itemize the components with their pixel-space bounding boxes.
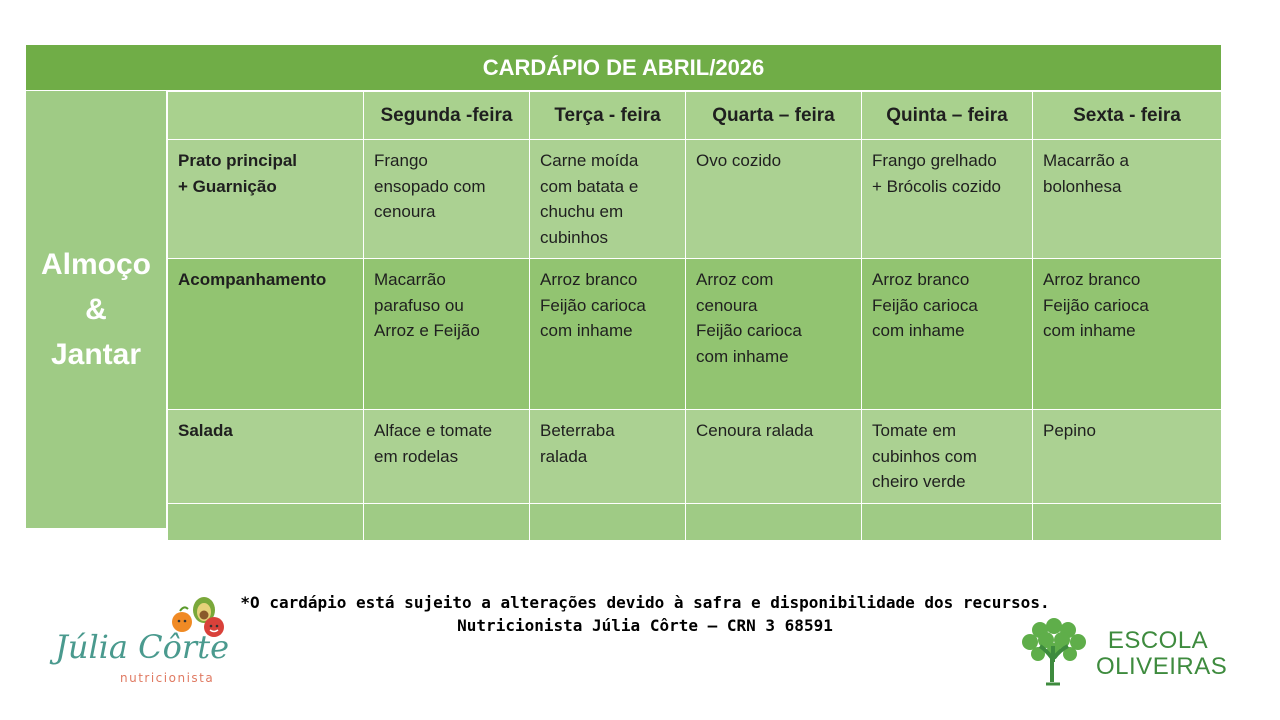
empty-cell	[686, 503, 862, 540]
empty-cell	[1033, 503, 1222, 540]
day-header: Sexta - feira	[1033, 92, 1222, 140]
school-name: ESCOLA OLIVEIRAS	[1096, 627, 1228, 680]
empty-cell	[168, 503, 364, 540]
day-header: Quinta – feira	[862, 92, 1033, 140]
day-header: Quarta – feira	[686, 92, 862, 140]
empty-cell	[530, 503, 686, 540]
menu-grid	[167, 91, 1222, 541]
nutritionist-logo	[50, 592, 240, 692]
signature-text: Nutricionista Júlia Côrte – CRN 3 68591	[457, 616, 833, 635]
day-header: Terça - feira	[530, 92, 686, 140]
nutritionist-role: nutricionista	[120, 671, 215, 685]
school-logo	[1016, 612, 1226, 692]
menu-cell: Arroz branco Feijão carioca com inhame	[1033, 259, 1222, 410]
menu-cell: Carne moída com batata e chuchu em cubinhos	[530, 140, 686, 259]
menu-cell: Alface e tomate em rodelas	[364, 410, 530, 504]
table-row	[168, 259, 1222, 410]
empty-cell	[364, 503, 530, 540]
meal-label-line: Jantar	[50, 338, 142, 371]
menu-cell: Ovo cozido	[686, 140, 862, 259]
menu-cell: Macarrão a bolonhesa	[1033, 140, 1222, 259]
corner-cell	[168, 92, 364, 140]
table-row	[168, 140, 1222, 259]
menu-cell: Beterraba ralada	[530, 410, 686, 504]
table-row	[168, 410, 1222, 504]
category-cell: Acompanhamento	[168, 259, 364, 410]
nutritionist-name: Júlia Côrte	[55, 628, 229, 666]
menu-cell: Tomate em cubinhos com cheiro verde	[862, 410, 1033, 504]
meal-label-line: Almoço	[40, 248, 151, 281]
footer-note	[230, 591, 1060, 637]
olive-tree-icon	[1016, 612, 1092, 688]
menu-cell: Frango grelhado + Brócolis cozido	[862, 140, 1033, 259]
category-cell: Prato principal + Guarnição	[168, 140, 364, 259]
meal-label	[26, 91, 167, 528]
disclaimer-text: *O cardápio está sujeito a alterações devido à safra e disponibilidade dos recursos.	[240, 593, 1050, 612]
menu-cell: Frango ensopado com cenoura	[364, 140, 530, 259]
day-header-row	[168, 92, 1222, 140]
day-header: Segunda -feira	[364, 92, 530, 140]
menu-table	[26, 45, 1221, 528]
empty-cell	[862, 503, 1033, 540]
menu-title: CARDÁPIO DE ABRIL/2026	[26, 45, 1221, 91]
menu-cell: Arroz com cenoura Feijão carioca com inhame	[686, 259, 862, 410]
empty-row	[168, 503, 1222, 540]
menu-cell: Arroz branco Feijão carioca com inhame	[530, 259, 686, 410]
menu-cell: Pepino	[1033, 410, 1222, 504]
meal-label-line: &	[85, 293, 107, 326]
menu-cell: Arroz branco Feijão carioca com inhame	[862, 259, 1033, 410]
category-cell: Salada	[168, 410, 364, 504]
menu-cell: Cenoura ralada	[686, 410, 862, 504]
menu-cell: Macarrão parafuso ou Arroz e Feijão	[364, 259, 530, 410]
